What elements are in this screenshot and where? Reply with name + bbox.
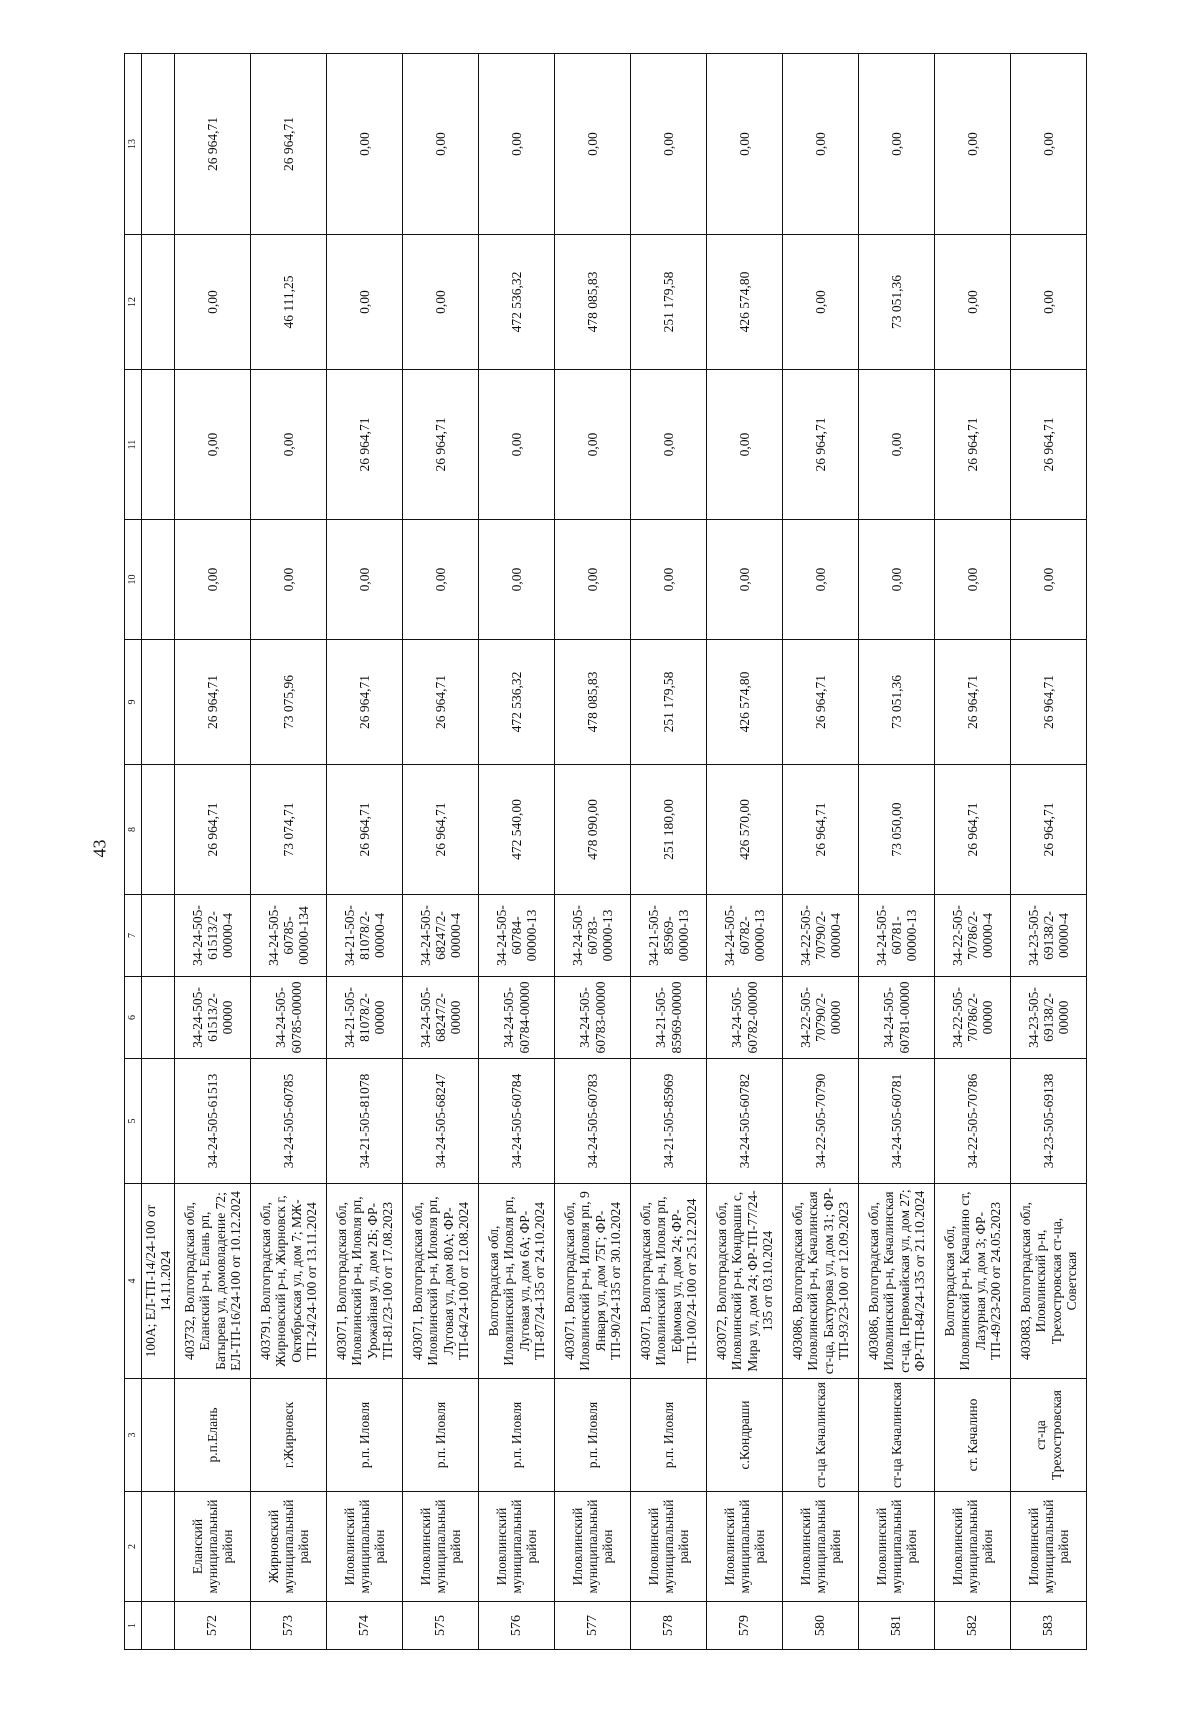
amount-cell: 26 964,71 bbox=[251, 54, 327, 235]
table-row bbox=[935, 54, 1011, 1650]
code-cell: 34-24-505-61513/2-00000 bbox=[175, 977, 251, 1059]
address-cell: 403086, Волгоградская обл, Иловлинский р-н, Качалинская ст-ца, Первомайская ул, дом 27; ФР-ТП-84/24-135 от 21.10.2024 bbox=[859, 1184, 935, 1379]
amount-cell: 251 179,58 bbox=[631, 235, 707, 370]
district-cell: Иловлинский муниципальный район bbox=[935, 1492, 1011, 1602]
amount-cell: 472 536,32 bbox=[479, 640, 555, 765]
amount-cell: 0,00 bbox=[555, 520, 631, 640]
code-cell: 34-24-505-60782 bbox=[707, 1059, 783, 1184]
code-cell: 34-24-505-60784 bbox=[479, 1059, 555, 1184]
row-number: 579 bbox=[707, 1602, 783, 1650]
amount-cell: 472 536,32 bbox=[479, 235, 555, 370]
address-cell: 403071, Волгоградская обл, Иловлинский р-н, Иловля рп, 9 Января ул, дом 75Г; ФР-ТП-90/24-135 от 30.10.2024 bbox=[555, 1184, 631, 1379]
district-cell: Иловлинский муниципальный район bbox=[479, 1492, 555, 1602]
amount-cell: 251 180,00 bbox=[631, 765, 707, 895]
locality-cell: г.Жирновск bbox=[251, 1379, 327, 1492]
code-cell: 34-21-505-81078/2-00000-4 bbox=[327, 895, 403, 977]
amount-cell: 0,00 bbox=[403, 520, 479, 640]
district-cell: Иловлинский муниципальный район bbox=[631, 1492, 707, 1602]
column-number: 3 bbox=[125, 1379, 142, 1492]
amount-cell: 0,00 bbox=[859, 54, 935, 235]
district-cell: Еланский муниципальный район bbox=[175, 1492, 251, 1602]
amount-cell: 0,00 bbox=[175, 370, 251, 520]
column-number: 10 bbox=[125, 520, 142, 640]
amount-cell: 0,00 bbox=[175, 235, 251, 370]
table-row bbox=[555, 54, 631, 1650]
amount-cell: 0,00 bbox=[175, 520, 251, 640]
amount-cell: 26 964,71 bbox=[175, 54, 251, 235]
table-row bbox=[707, 54, 783, 1650]
code-cell: 34-24-505-68247 bbox=[403, 1059, 479, 1184]
column-number: 12 bbox=[125, 235, 142, 370]
amount-cell: 73 051,36 bbox=[859, 640, 935, 765]
amount-cell: 26 964,71 bbox=[935, 640, 1011, 765]
locality-cell: р.п.Елань bbox=[175, 1379, 251, 1492]
amount-cell: 0,00 bbox=[555, 54, 631, 235]
amount-cell: 0,00 bbox=[631, 54, 707, 235]
amount-cell: 26 964,71 bbox=[1011, 765, 1087, 895]
amount-cell: 0,00 bbox=[479, 520, 555, 640]
amount-cell: 26 964,71 bbox=[935, 765, 1011, 895]
amount-cell: 0,00 bbox=[403, 54, 479, 235]
address-cell: Волгоградская обл, Иловлинский р-н, Иловля рп, Луговая ул, дом 6А; ФР-ТП-87/24-135 от 24.10.2024 bbox=[479, 1184, 555, 1379]
column-number: 1 bbox=[125, 1602, 142, 1650]
column-number: 4 bbox=[125, 1184, 142, 1379]
code-cell: 34-21-505-85969 bbox=[631, 1059, 707, 1184]
code-cell: 34-24-505-60785-00000 bbox=[251, 977, 327, 1059]
code-cell: 34-24-505-68247/2-00000 bbox=[403, 977, 479, 1059]
amount-cell: 0,00 bbox=[783, 520, 859, 640]
amount-cell: 478 085,83 bbox=[555, 640, 631, 765]
amount-cell: 0,00 bbox=[251, 370, 327, 520]
amount-cell: 0,00 bbox=[707, 54, 783, 235]
amount-cell: 73 074,71 bbox=[251, 765, 327, 895]
district-cell: Иловлинский муниципальный район bbox=[327, 1492, 403, 1602]
rotated-table-container bbox=[124, 54, 1200, 1650]
amount-cell: 0,00 bbox=[631, 370, 707, 520]
page-number: 43 bbox=[89, 839, 110, 858]
amount-cell: 26 964,71 bbox=[327, 640, 403, 765]
amount-cell: 251 179,58 bbox=[631, 640, 707, 765]
amount-cell: 26 964,71 bbox=[403, 370, 479, 520]
district-cell: Иловлинский муниципальный район bbox=[403, 1492, 479, 1602]
code-cell: 34-24-505-60781-00000-13 bbox=[859, 895, 935, 977]
amount-cell: 0,00 bbox=[327, 235, 403, 370]
column-number: 6 bbox=[125, 977, 142, 1059]
locality-cell: р.п. Иловля bbox=[403, 1379, 479, 1492]
amount-cell: 0,00 bbox=[251, 520, 327, 640]
code-cell: 34-24-505-60781 bbox=[859, 1059, 935, 1184]
code-cell: 34-24-505-60785-00000-134 bbox=[251, 895, 327, 977]
address-cell: 403071, Волгоградская обл, Иловлинский р-н, Иловля рп, Ефимова ул, дом 24; ФР-ТП-100/24-100 от 25.12.2024 bbox=[631, 1184, 707, 1379]
locality-cell: с.Кондраши bbox=[707, 1379, 783, 1492]
column-number: 8 bbox=[125, 765, 142, 895]
code-cell: 34-24-505-60782-00000-13 bbox=[707, 895, 783, 977]
amount-cell: 26 964,71 bbox=[175, 640, 251, 765]
address-cell: 403086, Волгоградская обл, Иловлинский р-н, Качалинская ст-ца, Бахтурова ул, дом 31; ФР-ТП-93/23-100 от 12.09.2023 bbox=[783, 1184, 859, 1379]
amount-cell: 73 051,36 bbox=[859, 235, 935, 370]
district-cell: Иловлинский муниципальный район bbox=[1011, 1492, 1087, 1602]
code-cell: 34-24-505-68247/2-00000-4 bbox=[403, 895, 479, 977]
amount-cell: 0,00 bbox=[327, 54, 403, 235]
amount-cell: 0,00 bbox=[327, 520, 403, 640]
code-cell: 34-24-505-61513 bbox=[175, 1059, 251, 1184]
row-number: 580 bbox=[783, 1602, 859, 1650]
row-number: 572 bbox=[175, 1602, 251, 1650]
locality-cell: ст. Качалино bbox=[935, 1379, 1011, 1492]
locality-cell: ст-ца Качалинская bbox=[859, 1379, 935, 1492]
code-cell: 34-22-505-70786/2-00000 bbox=[935, 977, 1011, 1059]
district-cell: Иловлинский муниципальный район bbox=[859, 1492, 935, 1602]
row-number: 582 bbox=[935, 1602, 1011, 1650]
amount-cell: 0,00 bbox=[479, 370, 555, 520]
amount-cell: 0,00 bbox=[1011, 235, 1087, 370]
address-cell: 403072, Волгоградская обл, Иловлинский р-н, Кондраши с, Мира ул, дом 24; ФР-ТП-77/24-135 от 03.10.2024 bbox=[707, 1184, 783, 1379]
continuation-text: 100А; ЕЛ-ТП-14/24-100 от 14.11.2024 bbox=[142, 1184, 175, 1379]
amount-cell: 73 075,96 bbox=[251, 640, 327, 765]
amount-cell: 73 050,00 bbox=[859, 765, 935, 895]
column-number-row bbox=[125, 54, 142, 1650]
amount-cell: 426 570,00 bbox=[707, 765, 783, 895]
code-cell: 34-24-505-60784-00000-13 bbox=[479, 895, 555, 977]
code-cell: 34-24-505-61513/2-00000-4 bbox=[175, 895, 251, 977]
table-row bbox=[175, 54, 251, 1650]
amount-cell: 0,00 bbox=[555, 370, 631, 520]
table-row bbox=[479, 54, 555, 1650]
locality-cell: ст-ца Трехостровская bbox=[1011, 1379, 1087, 1492]
address-cell: 403083, Волгоградская обл, Иловлинский р-н, Трехостровская ст-ца, Советская bbox=[1011, 1184, 1087, 1379]
address-cell: 403791, Волгоградская обл, Жирновский р-н, Жирновск г, Октябрьская ул, дом 7; МЖ-ТП-24/24-100 от 13.11.2024 bbox=[251, 1184, 327, 1379]
address-cell: 403732, Волгоградская обл, Еланский р-н, Елань рп, Батырева ул, домовладение 72; ЕЛ-ТП-16/24-100 от 10.12.2024 bbox=[175, 1184, 251, 1379]
amount-cell: 0,00 bbox=[935, 520, 1011, 640]
column-number: 2 bbox=[125, 1492, 142, 1602]
amount-cell: 26 964,71 bbox=[327, 765, 403, 895]
amount-cell: 0,00 bbox=[935, 235, 1011, 370]
code-cell: 34-24-505-60783-00000 bbox=[555, 977, 631, 1059]
amount-cell: 26 964,71 bbox=[935, 370, 1011, 520]
district-cell: Жирновский муниципальный район bbox=[251, 1492, 327, 1602]
table-row bbox=[631, 54, 707, 1650]
amount-cell: 0,00 bbox=[707, 520, 783, 640]
amount-cell: 0,00 bbox=[479, 54, 555, 235]
code-cell: 34-24-505-60781-00000 bbox=[859, 977, 935, 1059]
row-number: 583 bbox=[1011, 1602, 1087, 1650]
table-row bbox=[327, 54, 403, 1650]
column-number: 9 bbox=[125, 640, 142, 765]
amount-cell: 0,00 bbox=[707, 370, 783, 520]
district-cell: Иловлинский муниципальный район bbox=[555, 1492, 631, 1602]
code-cell: 34-24-505-60784-00000 bbox=[479, 977, 555, 1059]
amount-cell: 478 090,00 bbox=[555, 765, 631, 895]
amount-cell: 0,00 bbox=[1011, 520, 1087, 640]
amount-cell: 472 540,00 bbox=[479, 765, 555, 895]
code-cell: 34-22-505-70790 bbox=[783, 1059, 859, 1184]
table-row bbox=[783, 54, 859, 1650]
amount-cell: 0,00 bbox=[859, 520, 935, 640]
column-number: 7 bbox=[125, 895, 142, 977]
amount-cell: 26 964,71 bbox=[403, 640, 479, 765]
locality-cell: р.п. Иловля bbox=[479, 1379, 555, 1492]
amount-cell: 0,00 bbox=[783, 54, 859, 235]
code-cell: 34-24-505-60785 bbox=[251, 1059, 327, 1184]
row-number: 574 bbox=[327, 1602, 403, 1650]
amount-cell: 26 964,71 bbox=[1011, 370, 1087, 520]
amount-cell: 26 964,71 bbox=[1011, 640, 1087, 765]
table-row bbox=[251, 54, 327, 1650]
amount-cell: 0,00 bbox=[631, 520, 707, 640]
locality-cell: р.п. Иловля bbox=[327, 1379, 403, 1492]
amount-cell: 46 111,25 bbox=[251, 235, 327, 370]
row-number: 576 bbox=[479, 1602, 555, 1650]
code-cell: 34-21-505-81078/2-00000 bbox=[327, 977, 403, 1059]
amount-cell: 26 964,71 bbox=[783, 370, 859, 520]
code-cell: 34-22-505-70790/2-00000-4 bbox=[783, 895, 859, 977]
column-number: 13 bbox=[125, 54, 142, 235]
row-number: 573 bbox=[251, 1602, 327, 1650]
row-number: 578 bbox=[631, 1602, 707, 1650]
amount-cell: 478 085,83 bbox=[555, 235, 631, 370]
amount-cell: 0,00 bbox=[935, 54, 1011, 235]
amount-cell: 426 574,80 bbox=[707, 640, 783, 765]
code-cell: 34-24-505-60783 bbox=[555, 1059, 631, 1184]
data-table bbox=[124, 53, 1087, 1650]
column-number: 11 bbox=[125, 370, 142, 520]
address-cell: Волгоградская обл, Иловлинский р-н, Качалино ст, Лазурная ул, дом 3; ФР-ТП-49/23-200 от 24.05.2023 bbox=[935, 1184, 1011, 1379]
table-row bbox=[859, 54, 935, 1650]
code-cell: 34-23-505-69138 bbox=[1011, 1059, 1087, 1184]
amount-cell: 26 964,71 bbox=[783, 640, 859, 765]
address-cell: 403071, Волгоградская обл, Иловлинский р-н, Иловля рп, Урожайная ул, дом 2Б; ФР-ТП-81/23-100 от 17.08.2023 bbox=[327, 1184, 403, 1379]
code-cell: 34-23-505-69138/2-00000 bbox=[1011, 977, 1087, 1059]
amount-cell: 0,00 bbox=[1011, 54, 1087, 235]
amount-cell: 0,00 bbox=[403, 235, 479, 370]
amount-cell: 26 964,71 bbox=[175, 765, 251, 895]
code-cell: 34-21-505-85969-00000-13 bbox=[631, 895, 707, 977]
amount-cell: 0,00 bbox=[783, 235, 859, 370]
code-cell: 34-22-505-70786 bbox=[935, 1059, 1011, 1184]
code-cell: 34-24-505-60783-00000-13 bbox=[555, 895, 631, 977]
amount-cell: 0,00 bbox=[859, 370, 935, 520]
column-number: 5 bbox=[125, 1059, 142, 1184]
code-cell: 34-21-505-81078 bbox=[327, 1059, 403, 1184]
address-cell: 403071, Волгоградская обл, Иловлинский р-н, Иловля рп, Луговая ул, дом 80А; ФР-ТП-64/24-100 от 12.08.2024 bbox=[403, 1184, 479, 1379]
table-row bbox=[1011, 54, 1087, 1650]
amount-cell: 26 964,71 bbox=[327, 370, 403, 520]
row-number: 577 bbox=[555, 1602, 631, 1650]
row-number: 581 bbox=[859, 1602, 935, 1650]
table-row bbox=[403, 54, 479, 1650]
code-cell: 34-23-505-69138/2-00000-4 bbox=[1011, 895, 1087, 977]
continuation-row bbox=[142, 54, 175, 1650]
locality-cell: р.п. Иловля bbox=[631, 1379, 707, 1492]
locality-cell: ст-ца Качалинская bbox=[783, 1379, 859, 1492]
code-cell: 34-21-505-85969-00000 bbox=[631, 977, 707, 1059]
district-cell: Иловлинский муниципальный район bbox=[707, 1492, 783, 1602]
district-cell: Иловлинский муниципальный район bbox=[783, 1492, 859, 1602]
amount-cell: 26 964,71 bbox=[403, 765, 479, 895]
code-cell: 34-22-505-70786/2-00000-4 bbox=[935, 895, 1011, 977]
amount-cell: 426 574,80 bbox=[707, 235, 783, 370]
amount-cell: 26 964,71 bbox=[783, 765, 859, 895]
locality-cell: р.п. Иловля bbox=[555, 1379, 631, 1492]
code-cell: 34-22-505-70790/2-00000 bbox=[783, 977, 859, 1059]
row-number: 575 bbox=[403, 1602, 479, 1650]
code-cell: 34-24-505-60782-00000 bbox=[707, 977, 783, 1059]
